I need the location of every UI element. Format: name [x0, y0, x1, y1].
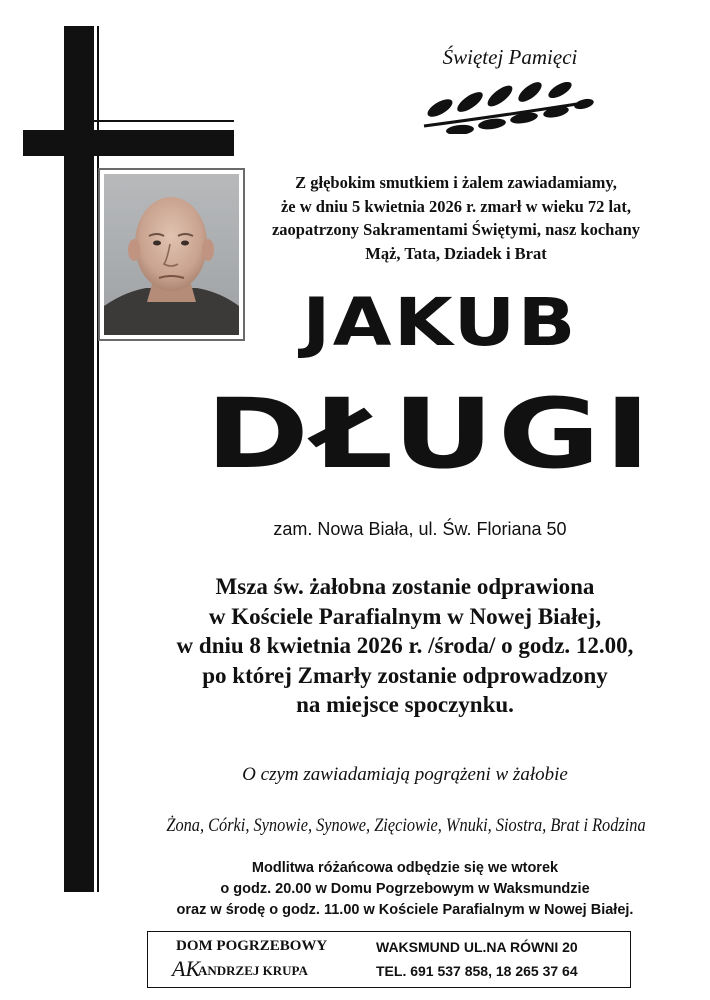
- announcement-line: Z głębokim smutkiem i żalem zawiadamiamy,: [295, 173, 617, 192]
- funeral-mass-info: [110, 572, 700, 720]
- mass-line: Msza św. żałobna zostanie odprawiona: [215, 574, 595, 599]
- funeral-home-phone: TEL. 691 537 858, 18 265 37 64: [376, 963, 578, 979]
- funeral-home-owner: ANDRZEJ KRUPA: [198, 963, 308, 978]
- announcement-line: Mąż, Tata, Dziadek i Brat: [365, 243, 547, 263]
- funeral-home-address: WAKSMUND UL.NA RÓWNI 20: [376, 939, 578, 955]
- rosary-line: Modlitwa różańcowa odbędzie się we wtorek: [251, 860, 559, 876]
- deceased-last-name: DŁUGI: [205, 378, 655, 490]
- mass-line: po której Zmarły zostanie odprowadzony: [202, 662, 608, 688]
- mass-line: w dniu 8 kwietnia 2026 r. /środa/ o godz. 12.00,: [176, 633, 634, 658]
- funeral-home-logo: AK: [172, 956, 201, 981]
- memorial-heading: Świętej Pamięci: [442, 45, 578, 69]
- rosary-line: oraz w środę o godz. 11.00 w Kościele Parafialnym w Nowej Białej.: [176, 902, 634, 918]
- rosary-info: [110, 858, 700, 921]
- mass-line: na miejsce spoczynku.: [296, 692, 514, 717]
- deceased-first-name: JAKUB: [302, 284, 578, 361]
- rosary-line: o godz. 20.00 w Domu Pogrzebowym w Waksmundzie: [220, 881, 590, 897]
- announcement-line: zaopatrzony Sakramentami Świętymi, nasz kochany: [271, 220, 641, 239]
- deceased-address: zam. Nowa Biała, ul. Św. Floriana 50: [273, 519, 567, 539]
- laurel-branch-icon: [420, 80, 596, 134]
- death-announcement: [246, 171, 666, 265]
- announcement-line: że w dniu 5 kwietnia 2026 r. zmarł w wieku 72 lat,: [280, 196, 631, 216]
- mourners-list: Żona, Córki, Synowie, Synowe, Zięciowie, Wnuki, Siostra, Brat i Rodzina: [166, 815, 646, 836]
- mourners-intro: O czym zawiadamiają pogrążeni w żałobie: [242, 764, 568, 785]
- funeral-home-name: DOM POGRZEBOWY: [176, 938, 328, 954]
- cross-horizontal-bar: [23, 130, 234, 156]
- funeral-home-box: [147, 931, 631, 988]
- cross-horizontal-outline: [92, 120, 234, 122]
- mass-line: w Kościele Parafialnym w Nowej Białej,: [208, 603, 602, 629]
